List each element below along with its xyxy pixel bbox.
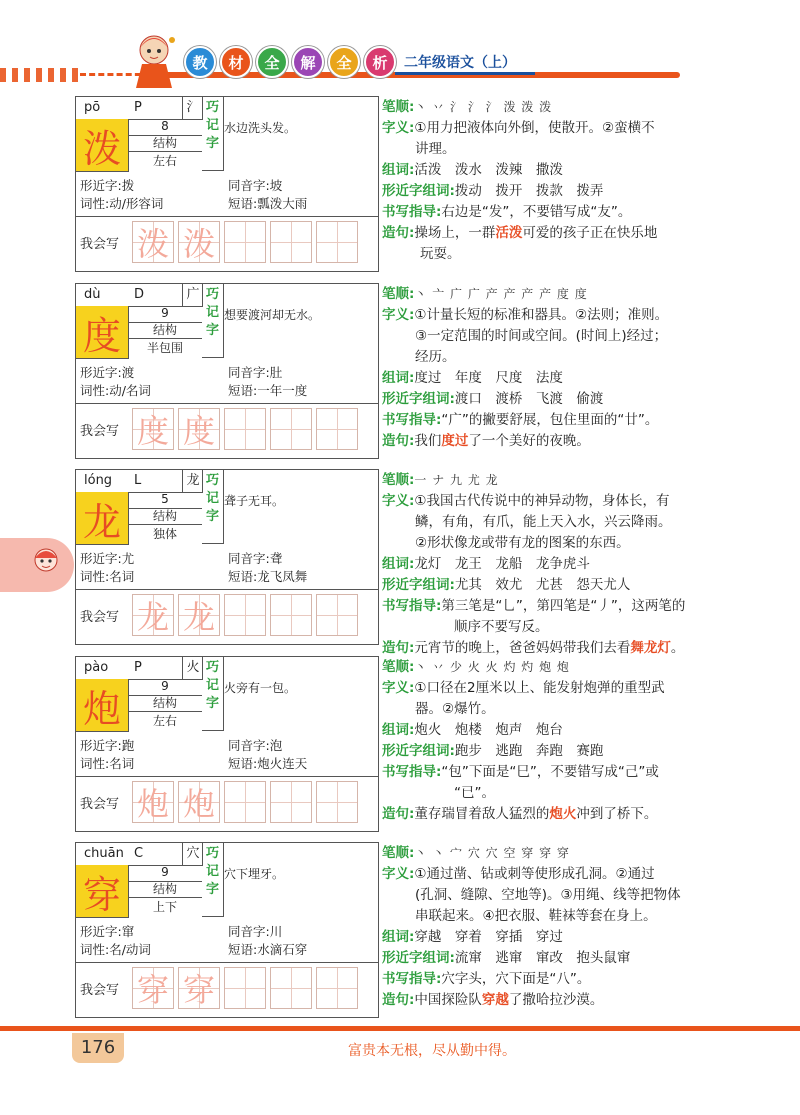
sentence-text: 中国探险队	[414, 992, 482, 1008]
mnemonic-label-char: 巧	[205, 287, 219, 302]
word-class-label: 词性:	[80, 569, 110, 584]
writing-guide-label: 书写指导:	[382, 204, 442, 220]
stroke-order-label: 笔顺:	[382, 659, 415, 675]
mnemonic-text: 聋子无耳。	[224, 494, 285, 508]
pinyin: chuān	[84, 846, 124, 861]
book-title	[184, 46, 396, 78]
meaning-text: ③一定范围的时间或空间。(时间上)经过；	[415, 328, 668, 344]
main-character: 炮	[76, 679, 129, 732]
word-class: 名/动词	[109, 942, 151, 957]
practice-grid[interactable]	[270, 594, 312, 636]
sentence-text: 玩耍。	[420, 246, 461, 262]
index-letter: C	[134, 846, 144, 861]
sentence-highlight: 穿越	[481, 992, 509, 1008]
title-char: 全	[328, 46, 360, 78]
practice-grid[interactable]	[270, 221, 312, 263]
practice-grid[interactable]	[270, 781, 312, 823]
words-label: 组词:	[382, 370, 415, 386]
structure-value: 独体	[128, 524, 202, 543]
mnemonic-text: 水边洗头发。	[224, 121, 297, 135]
practice-grid[interactable]	[224, 781, 266, 823]
homophone: 聋	[269, 551, 283, 566]
similar-words: 跑步 逃跑 奔跑 赛跑	[454, 743, 604, 759]
stroke-count: 9	[161, 679, 169, 693]
sentence-label: 造句:	[382, 992, 415, 1008]
practice-grid[interactable]	[178, 967, 220, 1009]
mnemonic-label-char: 巧	[205, 660, 219, 675]
meaning-text: ①口径在2厘米以上、能发射炮弹的重型武	[414, 680, 665, 696]
stroke-order: 一 ナ 九 尤 龙	[414, 473, 499, 487]
char-card	[75, 469, 379, 645]
homophone-label: 同音字:	[228, 178, 270, 193]
writing-practice	[76, 404, 378, 452]
stroke-order: 丶 丷 少 火 火 灼 灼 炮 炮	[414, 660, 570, 674]
mnemonic-text: 想要渡河却无水。	[224, 308, 321, 322]
similar-words: 拨动 拨开 拨款 拨弄	[454, 183, 604, 199]
radical: 广	[182, 284, 203, 306]
writing-guide: 穴字头，穴下面是“八”。	[441, 971, 591, 987]
sentence-highlight: 舞龙灯	[630, 640, 671, 656]
mnemonic-label-char: 记	[205, 864, 219, 879]
meaning-text: ②形状像龙或带有龙的图案的东西。	[415, 535, 630, 551]
sentence-label: 造句:	[382, 806, 415, 822]
writing-guide-label: 书写指导:	[382, 598, 442, 614]
char-card	[75, 283, 379, 459]
main-character: 龙	[76, 492, 129, 545]
mnemonic-label-char: 巧	[205, 100, 219, 115]
words-label: 组词:	[382, 556, 415, 572]
mnemonic-label-char: 字	[205, 136, 219, 151]
meaning-text: 器。②爆竹。	[415, 701, 495, 717]
similar-char-label: 形近字:	[80, 551, 122, 566]
meaning-text: ①计量长短的标准和器具。②法则；准则。	[414, 307, 669, 323]
sentence-text: 了撒哈拉沙漠。	[508, 992, 604, 1008]
index-letter: P	[134, 660, 142, 675]
meaning-text: 鳞，有角，有爪，能上天入水，兴云降雨。	[415, 514, 672, 530]
sentence-highlight: 度过	[441, 433, 469, 449]
writing-practice-label: 我会写	[80, 797, 120, 812]
title-char: 全	[256, 46, 288, 78]
grade-label: 二年级语文（上）	[404, 55, 516, 71]
mnemonic-label	[202, 470, 224, 544]
sentence-text: 可爱的孩子正在快乐地	[522, 225, 658, 241]
writing-guide: 顺序不要写反。	[454, 619, 549, 635]
practice-grid[interactable]	[132, 967, 174, 1009]
stroke-count: 9	[161, 306, 169, 320]
practice-grid[interactable]	[132, 594, 174, 636]
writing-guide-label: 书写指导:	[382, 764, 442, 780]
related-info	[76, 545, 378, 590]
page-header	[0, 28, 800, 88]
pinyin: pào	[84, 660, 109, 675]
footer-line	[0, 1026, 800, 1031]
char-details	[382, 97, 722, 265]
related-info	[76, 918, 378, 963]
words: 活泼 泼水 泼辣 撒泼	[414, 162, 563, 178]
similar-char: 窜	[121, 924, 135, 939]
stroke-order: 丶 亠 广 广 产 产 产 产 度 度	[414, 287, 588, 301]
phrase: 一年一度	[257, 383, 308, 398]
structure-label: 结构	[128, 695, 202, 711]
writing-guide: “已”。	[454, 785, 495, 801]
homophone: 坡	[269, 178, 283, 193]
char-card	[75, 842, 379, 1018]
sentence-text: 我们	[414, 433, 442, 449]
practice-grid[interactable]	[316, 221, 358, 263]
word-class: 动/形容词	[109, 196, 164, 211]
mnemonic-label	[202, 657, 224, 731]
mnemonic-label-char: 巧	[205, 846, 219, 861]
writing-guide-label: 书写指导:	[382, 971, 442, 987]
stroke-order-label: 笔顺:	[382, 286, 415, 302]
homophone-label: 同音字:	[228, 738, 270, 753]
structure-label: 结构	[128, 881, 202, 897]
words: 炮火 炮楼 炮声 炮台	[414, 722, 563, 738]
practice-grid[interactable]	[316, 408, 358, 450]
structure-label: 结构	[128, 508, 202, 524]
radical: 火	[182, 657, 203, 679]
words: 龙灯 龙王 龙船 龙争虎斗	[414, 556, 590, 572]
sentence-text: 了一个美好的夜晚。	[468, 433, 590, 449]
practice-grid[interactable]	[270, 408, 312, 450]
words-label: 组词:	[382, 929, 415, 945]
stroke-order-label: 笔顺:	[382, 99, 415, 115]
sentence-highlight: 炮火	[549, 806, 577, 822]
writing-practice-label: 我会写	[80, 237, 120, 252]
sentence-text: 冲到了桥下。	[576, 806, 658, 822]
girl-mascot-icon	[128, 30, 180, 90]
meaning-text: ①用力把液体向外倒，使散开。②蛮横不	[414, 120, 655, 136]
similar-char: 拨	[121, 178, 135, 193]
writing-guide: 第三笔是“乚”，第四笔是“丿”，这两笔的	[441, 598, 686, 614]
similar-words-label: 形近字组词:	[382, 391, 455, 407]
stroke-count: 9	[161, 865, 169, 879]
phrase-label: 短语:	[228, 383, 258, 398]
sentence-highlight: 活泼	[495, 225, 523, 241]
stroke-count: 8	[161, 119, 169, 133]
practice-grid[interactable]	[132, 408, 174, 450]
trace-char: 度	[182, 412, 215, 450]
word-class-label: 词性:	[80, 383, 110, 398]
title-char: 析	[364, 46, 396, 78]
homophone: 川	[269, 924, 283, 939]
writing-guide: 右边是“发”，不要错写成“友”。	[441, 204, 632, 220]
trace-char: 穿	[182, 971, 215, 1009]
sentence-label: 造句:	[382, 225, 415, 241]
practice-grid[interactable]	[178, 781, 220, 823]
similar-words: 流窜 逃窜 窜改 抱头鼠窜	[454, 950, 631, 966]
related-info	[76, 359, 378, 404]
meaning-text: ①我国古代传说中的神异动物，身体长，有	[414, 493, 670, 509]
meaning-label: 字义:	[382, 307, 415, 323]
mnemonic-label-char: 字	[205, 323, 219, 338]
words-label: 组词:	[382, 722, 415, 738]
radical: 氵	[182, 97, 203, 119]
similar-words: 尤其 效尤 尤甚 怨天尤人	[454, 577, 631, 593]
similar-char: 渡	[121, 365, 135, 380]
structure-value: 半包围	[128, 338, 202, 357]
word-class: 动/名词	[109, 383, 151, 398]
word-class-label: 词性:	[80, 196, 110, 211]
page-number: 176	[72, 1033, 124, 1063]
structure-value: 左右	[128, 151, 202, 170]
practice-grid[interactable]	[224, 967, 266, 1009]
radical: 穴	[182, 843, 203, 865]
phrase: 水滴石穿	[257, 942, 308, 957]
mnemonic-label-char: 字	[205, 882, 219, 897]
mnemonic-label	[202, 843, 224, 917]
related-info	[76, 172, 378, 217]
index-letter: D	[134, 287, 145, 302]
mnemonic-label-char: 记	[205, 678, 219, 693]
practice-grid[interactable]	[178, 408, 220, 450]
sentence-label: 造句:	[382, 640, 415, 656]
phrase: 瓢泼大雨	[257, 196, 308, 211]
writing-practice	[76, 963, 378, 1011]
char-card	[75, 656, 379, 832]
practice-grid[interactable]	[316, 594, 358, 636]
stroke-order-label: 笔顺:	[382, 845, 415, 861]
trace-char: 泼	[182, 225, 215, 263]
writing-practice	[76, 590, 378, 638]
similar-words-label: 形近字组词:	[382, 183, 455, 199]
word-class-label: 词性:	[80, 942, 110, 957]
meaning-label: 字义:	[382, 866, 415, 882]
main-character: 度	[76, 306, 129, 359]
related-info	[76, 732, 378, 777]
mnemonic-label-char: 字	[205, 509, 219, 524]
structure-value: 左右	[128, 711, 202, 730]
main-character: 穿	[76, 865, 129, 918]
writing-practice	[76, 217, 378, 265]
trace-char: 穿	[136, 971, 169, 1009]
stroke-order: 丶 丶 宀 穴 穴 空 穿 穿 穿	[414, 846, 570, 860]
index-letter: P	[134, 100, 142, 115]
phrase: 炮火连天	[257, 756, 308, 771]
phrase-label: 短语:	[228, 196, 258, 211]
similar-words-label: 形近字组词:	[382, 743, 455, 759]
phrase-label: 短语:	[228, 569, 258, 584]
char-details	[382, 470, 722, 659]
pinyin: lóng	[84, 473, 113, 488]
practice-grid[interactable]	[178, 221, 220, 263]
radical: 龙	[182, 470, 203, 492]
writing-practice-label: 我会写	[80, 610, 120, 625]
mnemonic-label	[202, 284, 224, 358]
writing-guide: “广”的撇要舒展，包住里面的“廿”。	[441, 412, 659, 428]
similar-char: 跑	[121, 738, 135, 753]
trace-char: 龙	[182, 598, 215, 636]
practice-grid[interactable]	[224, 594, 266, 636]
title-char: 解	[292, 46, 324, 78]
similar-words-label: 形近字组词:	[382, 577, 455, 593]
practice-grid[interactable]	[132, 221, 174, 263]
mascot-face-icon	[32, 544, 60, 584]
meaning-text: (孔洞、缝隙、空地等)。③用绳、线等把物体	[415, 887, 681, 903]
meaning-label: 字义:	[382, 680, 415, 696]
meaning-text: ①通过凿、钻或刺等使形成孔洞。②通过	[414, 866, 655, 882]
practice-grid[interactable]	[224, 221, 266, 263]
structure-label: 结构	[128, 322, 202, 338]
word-class: 名词	[109, 569, 135, 584]
practice-grid[interactable]	[132, 781, 174, 823]
similar-char: 尤	[121, 551, 135, 566]
pinyin: pō	[84, 100, 101, 115]
trace-char: 度	[136, 412, 169, 450]
char-details	[382, 284, 722, 452]
trace-char: 炮	[136, 785, 169, 823]
word-class: 名词	[109, 756, 135, 771]
phrase-label: 短语:	[228, 756, 258, 771]
homophone-label: 同音字:	[228, 365, 270, 380]
homophone: 泡	[269, 738, 283, 753]
meaning-label: 字义:	[382, 120, 415, 136]
homophone: 肚	[269, 365, 283, 380]
similar-words-label: 形近字组词:	[382, 950, 455, 966]
words: 度过 年度 尺度 法度	[414, 370, 563, 386]
mnemonic-label-char: 巧	[205, 473, 219, 488]
practice-grid[interactable]	[316, 781, 358, 823]
phrase-label: 短语:	[228, 942, 258, 957]
similar-char-label: 形近字:	[80, 178, 122, 193]
meaning-text: 串联起来。④把衣服、鞋袜等套在身上。	[415, 908, 657, 924]
structure-label: 结构	[128, 135, 202, 151]
writing-guide-label: 书写指导:	[382, 412, 442, 428]
main-character: 泼	[76, 119, 129, 172]
meaning-label: 字义:	[382, 493, 415, 509]
similar-char-label: 形近字:	[80, 738, 122, 753]
meaning-text: 经历。	[415, 349, 456, 365]
practice-grid[interactable]	[316, 967, 358, 1009]
mnemonic-label-char: 记	[205, 118, 219, 133]
words: 穿越 穿着 穿插 穿过	[414, 929, 563, 945]
word-class-label: 词性:	[80, 756, 110, 771]
trace-char: 炮	[182, 785, 215, 823]
words-label: 组词:	[382, 162, 415, 178]
mnemonic-text: 穴下埋牙。	[224, 867, 285, 881]
writing-practice-label: 我会写	[80, 983, 120, 998]
index-letter: L	[134, 473, 142, 488]
mnemonic-label-char: 记	[205, 305, 219, 320]
mnemonic-label-char: 字	[205, 696, 219, 711]
sentence-text: 操场上，一群	[414, 225, 496, 241]
stroke-count: 5	[161, 492, 169, 506]
structure-value: 上下	[128, 897, 202, 916]
mnemonic-label-char: 记	[205, 491, 219, 506]
char-details	[382, 843, 722, 1011]
mnemonic-label	[202, 97, 224, 171]
writing-practice	[76, 777, 378, 825]
stroke-order: 丶 丷 氵 氵 氵 泼 泼 泼	[414, 100, 553, 114]
trace-char: 泼	[136, 225, 169, 263]
trace-char: 龙	[136, 598, 169, 636]
writing-guide: “包”下面是“巳”，不要错写成“己”或	[441, 764, 659, 780]
similar-char-label: 形近字:	[80, 924, 122, 939]
title-char: 材	[220, 46, 252, 78]
practice-grid[interactable]	[178, 594, 220, 636]
pinyin: dù	[84, 287, 101, 302]
practice-grid[interactable]	[224, 408, 266, 450]
title-char: 教	[184, 46, 216, 78]
homophone-label: 同音字:	[228, 924, 270, 939]
sentence-label: 造句:	[382, 433, 415, 449]
footer-motto: 富贵本无根，尽从勤中得。	[348, 1043, 516, 1059]
stroke-order-label: 笔顺:	[382, 472, 415, 488]
homophone-label: 同音字:	[228, 551, 270, 566]
mnemonic-text: 火旁有一包。	[224, 681, 297, 695]
sentence-text: 元宵节的晚上，爸爸妈妈带我们去看	[414, 640, 631, 656]
writing-practice-label: 我会写	[80, 424, 120, 439]
sentence-text: 。	[670, 640, 685, 656]
phrase: 龙飞凤舞	[257, 569, 308, 584]
sentence-text: 董存瑞冒着敌人猛烈的	[414, 806, 550, 822]
meaning-text: 讲理。	[415, 141, 456, 157]
char-card	[75, 96, 379, 272]
header-checker-strip	[0, 68, 80, 82]
similar-words: 渡口 渡桥 飞渡 偷渡	[454, 391, 604, 407]
char-details	[382, 657, 722, 825]
practice-grid[interactable]	[270, 967, 312, 1009]
similar-char-label: 形近字:	[80, 365, 122, 380]
